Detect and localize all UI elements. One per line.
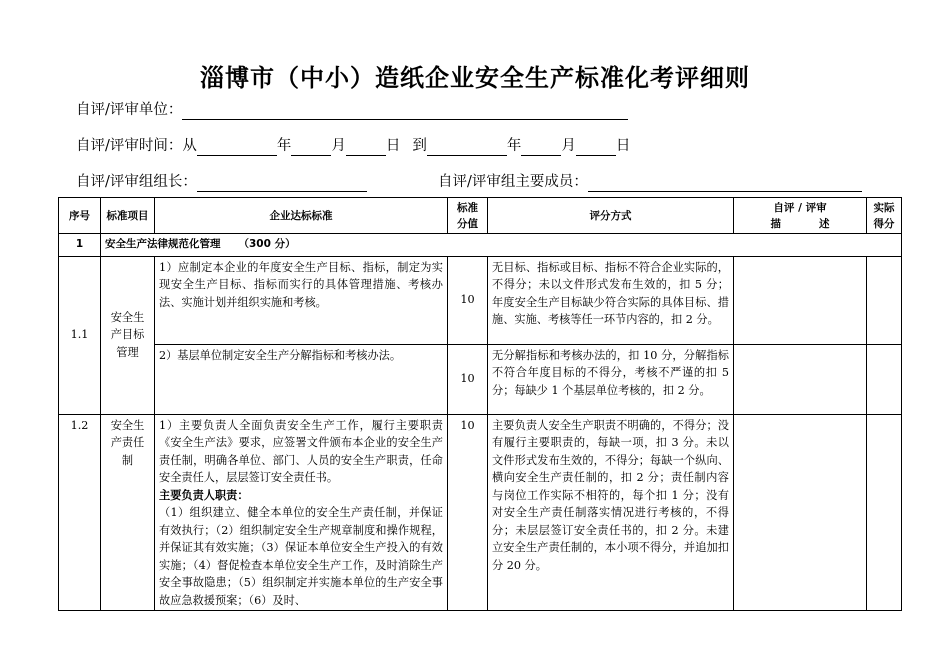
members-label: 自评/评审组主要成员： [438, 174, 588, 190]
header-desc-line1: 自评 / 评审 [773, 201, 827, 214]
row-1-1-desc-2[interactable] [734, 344, 867, 414]
members-line [438, 172, 862, 192]
row-1-1-actual-1[interactable] [867, 256, 902, 344]
header-standard: 企业达标标准 [155, 198, 448, 234]
table-header-row [59, 198, 902, 234]
unit-line [76, 100, 628, 120]
end-day-blank[interactable] [576, 138, 616, 156]
row-1-2-standard-intro: 1）主要负责人全面负责安全生产工作，履行主要职责《安全生产法》要求，应签署文件颁布本企业的安全生产责任制，明确各单位、部门、人员的安全生产职责，任命安全责任人，层层签订安全责任书。 [159, 418, 443, 484]
row-1-1-method-1: 无目标、指标或目标、指标不符合企业实际的，不得分；未以文件形式发布生效的，扣 5 分；年度安全生产目标缺少符合实际的具体目标、措施、实施、考核等任一环节内容的，扣 2 分。 [488, 256, 734, 344]
end-year-blank[interactable] [427, 138, 507, 156]
row-1-2-desc[interactable] [734, 414, 867, 610]
header-actual-line2: 得分 [873, 217, 895, 230]
header-desc-line2a: 描 [770, 217, 781, 230]
section-title-cell [101, 234, 902, 257]
time-line [76, 136, 630, 156]
row-1-1-standard-2: 2）基层单位制定安全生产分解指标和考核办法。 [155, 344, 448, 414]
row-1-2-duty-label: 主要负责人职责： [159, 488, 249, 502]
header-desc-line2b: 述 [819, 217, 830, 230]
unit-label: 自评/评审单位： [76, 102, 183, 118]
row-1-1-score-1: 10 [448, 256, 488, 344]
document-title: 淄博市（中小）造纸企业安全生产标准化考评细则 [200, 64, 750, 92]
header-actual-line1: 实际 [873, 201, 895, 214]
section-no: 1 [59, 234, 101, 257]
row-1-1-desc-1[interactable] [734, 256, 867, 344]
section-title: 安全生产法律规范化管理 [105, 238, 221, 250]
leader-line [76, 172, 367, 192]
table-row [59, 256, 902, 344]
header-desc [734, 198, 867, 234]
unit-blank[interactable] [182, 102, 628, 120]
members-blank[interactable] [588, 174, 862, 192]
end-day-label: 日 [615, 138, 631, 154]
row-1-1-item: 安全生产目标管理 [101, 256, 155, 414]
start-year-label: 年 [276, 138, 292, 154]
table-row [59, 414, 902, 610]
assessment-table [58, 197, 902, 611]
header-score-line2: 分值 [457, 217, 478, 230]
end-month-label: 月 [561, 138, 576, 154]
row-1-2-actual[interactable] [867, 414, 902, 610]
row-1-2-no: 1.2 [59, 414, 101, 610]
start-month-label: 月 [331, 138, 346, 154]
header-no: 序号 [59, 198, 101, 234]
row-1-1-actual-2[interactable] [867, 344, 902, 414]
leader-blank[interactable] [197, 174, 367, 192]
start-year-blank[interactable] [197, 138, 277, 156]
header-method: 评分方式 [488, 198, 734, 234]
row-1-2-method: 主要负责人安全生产职责不明确的，不得分；没有履行主要职责的，每缺一项，扣 3 分。未以文件形式发布生效的，不得分；每缺一个纵向、横向安全生产责任制的，扣 2 分；责任制内容与岗位工作实际不相符的，每个扣 1 分；没有对安全生产责任制落实情况进行考核的，不得分；未层层签订安全责任书的，扣 2 分。未建立安全生产责任制的，本小项不得分，并追加扣分 20 分。 [488, 414, 734, 610]
row-1-1-method-2: 无分解指标和考核办法的，扣 10 分，分解指标不符合年度目标的不得分，考核不严谨的扣 5 分；每缺少 1 个基层单位考核的，扣 2 分。 [488, 344, 734, 414]
time-label: 自评/评审时间：从 [76, 138, 197, 154]
end-month-blank[interactable] [521, 138, 561, 156]
header-score [448, 198, 488, 234]
header-score-line1: 标准 [457, 201, 478, 214]
row-1-1-no: 1.1 [59, 256, 101, 414]
row-1-2-duty-text: （1）组织建立、健全本单位的安全生产责任制，并保证有效执行；（2）组织制定安全生产规章制度和操作规程，并保证其有效实施；（3）保证本单位安全生产投入的有效实施；（4）督促检查本单位安全生产工作，及时消除生产安全事故隐患；（5）组织制定并实施本单位的生产安全事故应急救援预案；（6）及时、 [159, 506, 443, 607]
row-1-2-item: 安全生产责任制 [101, 414, 155, 610]
section-row [59, 234, 902, 257]
start-day-blank[interactable] [346, 138, 386, 156]
row-1-1-standard-1: 1）应制定本企业的年度安全生产目标、指标，制定为实现安全生产目标、指标而实行的具体管理措施、考核办法、实施计划并组织实施和考核。 [155, 256, 448, 344]
header-item: 标准项目 [101, 198, 155, 234]
end-year-label: 年 [506, 138, 522, 154]
row-1-2-standard [155, 414, 448, 610]
start-month-blank[interactable] [291, 138, 331, 156]
row-1-1-score-2: 10 [448, 344, 488, 414]
section-score: （300 分） [238, 238, 296, 250]
to-label: 到 [412, 138, 427, 154]
table-row [59, 344, 902, 414]
start-day-label: 日 [385, 138, 401, 154]
row-1-2-score: 10 [448, 414, 488, 610]
leader-label: 自评/评审组组长： [76, 174, 197, 190]
header-actual [867, 198, 902, 234]
